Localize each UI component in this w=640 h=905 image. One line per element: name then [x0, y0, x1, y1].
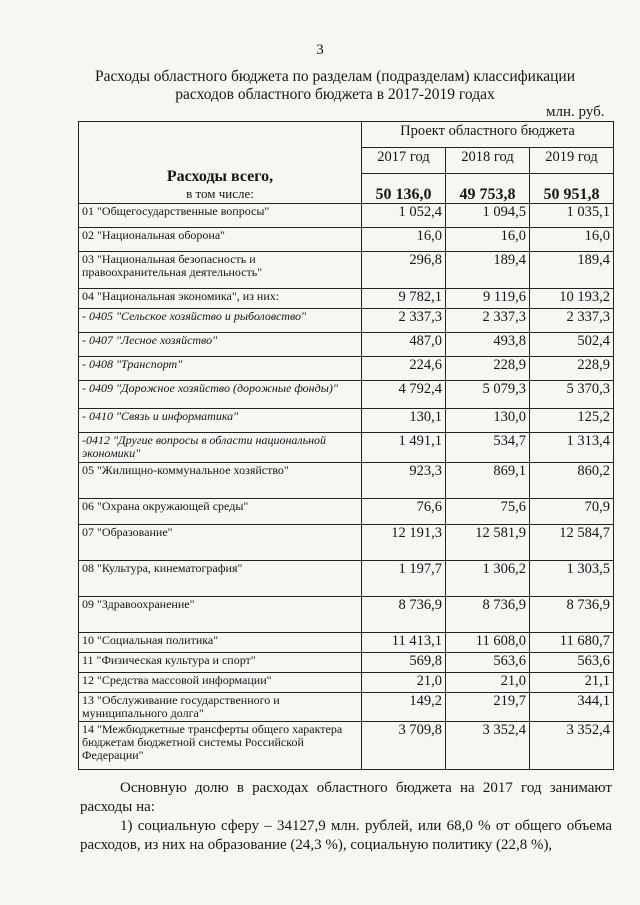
row-label: 07 "Образование"	[79, 525, 362, 561]
row-value-2018: 11 608,0	[446, 633, 530, 653]
table-row	[79, 633, 614, 653]
row-label: - 0407 "Лесное хозяйство"	[79, 333, 362, 357]
row-value-2019: 16,0	[530, 228, 614, 252]
row-value-2018: 75,6	[446, 499, 530, 525]
row-label: - 0410 "Связь и информатика"	[79, 409, 362, 433]
row-value-2019: 563,6	[530, 653, 614, 673]
title-line-1: Расходы областного бюджета по разделам (подразделам) классификации	[94, 68, 576, 85]
row-value-2019: 125,2	[530, 409, 614, 433]
table-row	[79, 228, 614, 252]
row-value-2017: 8 736,9	[362, 597, 446, 633]
row-value-2018: 1 306,2	[446, 561, 530, 597]
row-value-2018: 228,9	[446, 357, 530, 381]
row-value-2017: 16,0	[362, 228, 446, 252]
row-label: 08 "Культура, кинематография"	[79, 561, 362, 597]
row-value-2018: 12 581,9	[446, 525, 530, 561]
table-row	[79, 204, 614, 228]
table-row	[79, 673, 614, 693]
row-value-2018: 493,8	[446, 333, 530, 357]
row-value-2018: 869,1	[446, 463, 530, 499]
row-value-2017: 130,1	[362, 409, 446, 433]
table-row	[79, 525, 614, 561]
row-value-2017: 569,8	[362, 653, 446, 673]
table-row	[79, 309, 614, 333]
table-row	[79, 499, 614, 525]
row-value-2018: 563,6	[446, 653, 530, 673]
budget-table	[78, 121, 614, 770]
row-value-2019: 860,2	[530, 463, 614, 499]
row-label: - 0405 "Сельское хозяйство и рыболовство"	[79, 309, 362, 333]
row-value-2019: 5 370,3	[530, 381, 614, 409]
paragraph-2: 1) социальную сферу – 34127,9 млн. рублей, или 68,0 % от общего объема расходов, из них на образование (24,3 %), социальную политику (22,8 %),	[80, 818, 612, 853]
row-value-2018: 534,7	[446, 433, 530, 463]
row-label: - 0409 "Дорожное хозяйство (дорожные фонды)"	[79, 381, 362, 409]
row-value-2017: 923,3	[362, 463, 446, 499]
row-value-2017: 1 491,1	[362, 433, 446, 463]
row-value-2017: 12 191,3	[362, 525, 446, 561]
row-value-2019: 1 035,1	[530, 204, 614, 228]
row-value-2019: 12 584,7	[530, 525, 614, 561]
row-value-2017: 76,6	[362, 499, 446, 525]
row-value-2019: 344,1	[530, 693, 614, 722]
header-group: Проект областного бюджета	[362, 122, 614, 148]
row-label: 14 "Межбюджетные трансферты общего характера бюджетам бюджетной системы Российской Федерации"	[79, 722, 362, 770]
row-value-2017: 1 197,7	[362, 561, 446, 597]
page-title	[80, 68, 590, 104]
row-label: 06 "Охрана окружающей среды"	[79, 499, 362, 525]
total-label: Расходы всего,	[166, 168, 274, 185]
row-value-2017: 296,8	[362, 252, 446, 289]
table-row	[79, 409, 614, 433]
header-total-cell	[79, 122, 362, 204]
row-value-2019: 8 736,9	[530, 597, 614, 633]
row-value-2018: 130,0	[446, 409, 530, 433]
row-value-2018: 3 352,4	[446, 722, 530, 770]
row-label: 03 "Национальная безопасность и правоохранительная деятельность"	[79, 252, 362, 289]
row-value-2018: 21,0	[446, 673, 530, 693]
row-label: 11 "Физическая культура и спорт"	[79, 653, 362, 673]
row-value-2019: 3 352,4	[530, 722, 614, 770]
table-row	[79, 561, 614, 597]
year-2019: 2019 год	[530, 148, 614, 174]
row-value-2017: 2 337,3	[362, 309, 446, 333]
table-row	[79, 653, 614, 673]
row-label: 10 "Социальная политика"	[79, 633, 362, 653]
row-value-2017: 11 413,1	[362, 633, 446, 653]
row-label: 02 "Национальная оборона"	[79, 228, 362, 252]
row-value-2019: 1 313,4	[530, 433, 614, 463]
year-2018: 2018 год	[446, 148, 530, 174]
row-value-2018: 189,4	[446, 252, 530, 289]
row-value-2019: 10 193,2	[530, 289, 614, 309]
table-row	[79, 289, 614, 309]
title-line-2: расходов областного бюджета в 2017-2019 годах	[175, 86, 495, 103]
row-value-2019: 2 337,3	[530, 309, 614, 333]
paragraph-1: Основную долю в расходах областного бюджета на 2017 год занимают расходы на:	[80, 780, 612, 815]
row-value-2017: 487,0	[362, 333, 446, 357]
total-2017: 50 136,0	[362, 174, 446, 204]
incl-label: в том числе:	[186, 186, 254, 201]
table-row	[79, 722, 614, 770]
page-number: 3	[316, 42, 324, 58]
row-value-2018: 2 337,3	[446, 309, 530, 333]
row-value-2017: 9 782,1	[362, 289, 446, 309]
row-value-2018: 9 119,6	[446, 289, 530, 309]
row-label: 01 "Общегосударственные вопросы"	[79, 204, 362, 228]
table-row	[79, 252, 614, 289]
table-row	[79, 357, 614, 381]
row-value-2018: 5 079,3	[446, 381, 530, 409]
row-value-2019: 228,9	[530, 357, 614, 381]
table-row	[79, 333, 614, 357]
row-value-2019: 189,4	[530, 252, 614, 289]
total-2019: 50 951,8	[530, 174, 614, 204]
year-2017: 2017 год	[362, 148, 446, 174]
row-value-2018: 16,0	[446, 228, 530, 252]
row-value-2019: 11 680,7	[530, 633, 614, 653]
row-value-2017: 21,0	[362, 673, 446, 693]
row-value-2017: 3 709,8	[362, 722, 446, 770]
row-label: - 0408 "Транспорт"	[79, 357, 362, 381]
table-row	[79, 693, 614, 722]
row-label: -0412 "Другие вопросы в области национальной экономики"	[79, 433, 362, 463]
row-label: 13 "Обслуживание государственного и муниципального долга"	[79, 693, 362, 722]
row-label: 12 "Средства массовой информации"	[79, 673, 362, 693]
row-value-2017: 4 792,4	[362, 381, 446, 409]
total-2018: 49 753,8	[446, 174, 530, 204]
row-value-2018: 219,7	[446, 693, 530, 722]
unit-label: млн. руб.	[546, 104, 605, 120]
row-value-2019: 70,9	[530, 499, 614, 525]
row-value-2018: 8 736,9	[446, 597, 530, 633]
row-value-2018: 1 094,5	[446, 204, 530, 228]
row-value-2019: 1 303,5	[530, 561, 614, 597]
row-value-2017: 224,6	[362, 357, 446, 381]
table-row	[79, 463, 614, 499]
row-label: 09 "Здравоохранение"	[79, 597, 362, 633]
row-value-2019: 21,1	[530, 673, 614, 693]
table-row	[79, 597, 614, 633]
row-value-2017: 1 052,4	[362, 204, 446, 228]
table-row	[79, 381, 614, 409]
row-value-2017: 149,2	[362, 693, 446, 722]
table-row	[79, 433, 614, 463]
row-value-2019: 502,4	[530, 333, 614, 357]
row-label: 04 "Национальная экономика", из них:	[79, 289, 362, 309]
row-label: 05 "Жилищно-коммунальное хозяйство"	[79, 463, 362, 499]
